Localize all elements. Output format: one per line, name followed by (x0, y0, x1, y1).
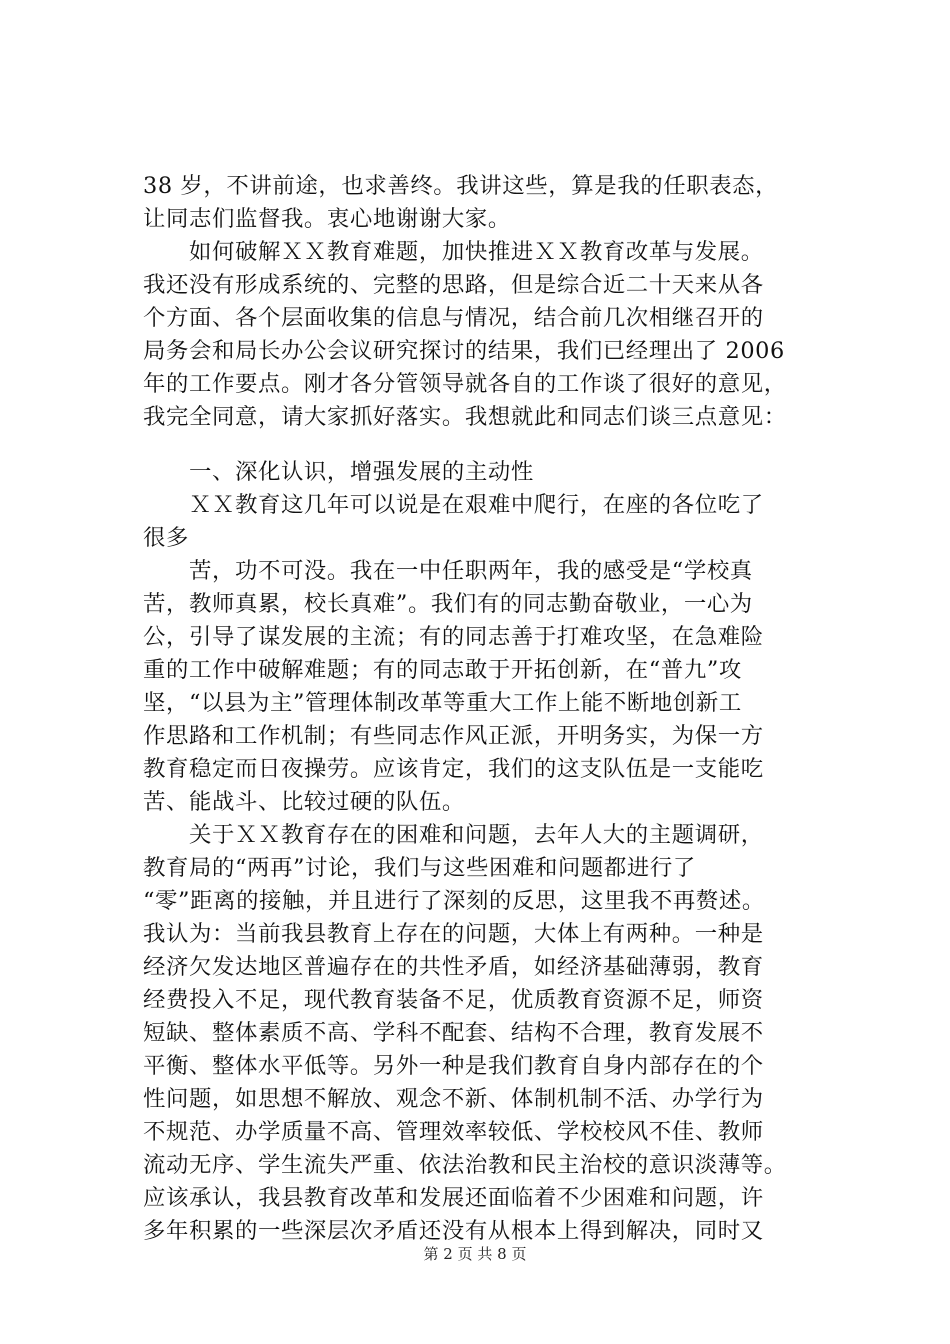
text-line: 坚，“以县为主”管理体制改革等重大工作上能不断地创新工 (143, 690, 742, 716)
text-line: 公，引导了谋发展的主流；有的同志善于打难攻坚，在急难险 (143, 624, 764, 650)
text-line: 年的工作要点。刚才各分管领导就各自的工作谈了很好的意见， (143, 371, 787, 397)
text-line: “零”距离的接触，并且进行了深刻的反思，这里我不再赘述。 (143, 888, 765, 914)
text-line: 一、深化认识，增强发展的主动性 (143, 459, 534, 485)
text-line: ＸＸ教育这几年可以说是在艰难中爬行，在座的各位吃了 (143, 492, 764, 518)
text-line: 我还没有形成系统的、完整的思路，但是综合近二十天来从各 (143, 272, 764, 298)
text-line: 个方面、各个层面收集的信息与情况，结合前几次相继召开的 (143, 305, 764, 331)
text-line: 短缺、整体素质不高、学科不配套、结构不合理，教育发展不 (143, 1020, 764, 1046)
text-line: 如何破解ＸＸ教育难题，加快推进ＸＸ教育改革与发展。 (143, 239, 764, 265)
text-line: 38 岁，不讲前途，也求善终。我讲这些，算是我的任职表态， (143, 173, 779, 199)
page-footer: 第 2 页 共 8 页 (423, 1245, 527, 1263)
text-line: 让同志们监督我。衷心地谢谢大家。 (143, 206, 511, 232)
text-line: 多年积累的一些深层次矛盾还没有从根本上得到解决，同时又 (143, 1218, 764, 1244)
text-line: 教育稳定而日夜操劳。应该肯定，我们的这支队伍是一支能吃 (143, 756, 764, 782)
text-line: 性问题，如思想不解放、观念不新、体制机制不活、办学行为 (143, 1086, 764, 1112)
text-line: 不规范、办学质量不高、管理效率较低、学校校风不佳、教师 (143, 1119, 764, 1145)
text-line: 很多 (143, 525, 189, 551)
text-line: 我认为：当前我县教育上存在的问题，大体上有两种。一种是 (143, 921, 764, 947)
text-line: 教育局的“两再”讨论，我们与这些困难和问题都进行了 (143, 855, 696, 881)
text-line: 作思路和工作机制；有些同志作风正派，开明务实，为保一方 (143, 723, 764, 749)
text-line: 我完全同意，请大家抓好落实。我想就此和同志们谈三点意见： (143, 404, 787, 430)
document-body (143, 170, 833, 1248)
text-line: 苦、能战斗、比较过硬的队伍。 (143, 789, 465, 815)
text-line: 局务会和局长办公会议研究探讨的结果，我们已经理出了 2006 (143, 338, 785, 364)
text-line: 经费投入不足，现代教育装备不足，优质教育资源不足，师资 (143, 987, 764, 1013)
text-line: 重的工作中破解难题；有的同志敢于开拓创新，在“普九”攻 (143, 657, 742, 683)
text-line: 苦，教师真累，校长真难”。我们有的同志勤奋敬业，一心为 (143, 591, 753, 617)
text-line: 应该承认，我县教育改革和发展还面临着不少困难和问题，许 (143, 1185, 764, 1211)
text-line: 平衡、整体水平低等。另外一种是我们教育自身内部存在的个 (143, 1053, 764, 1079)
text-line: 苦，功不可没。我在一中任职两年，我的感受是“学校真 (143, 558, 753, 584)
text-line: 流动无序、学生流失严重、依法治教和民主治校的意识淡薄等。 (143, 1152, 787, 1178)
paragraph-gap (143, 434, 833, 456)
text-line: 关于ＸＸ教育存在的困难和问题，去年人大的主题调研， (143, 822, 764, 848)
text-line: 经济欠发达地区普遍存在的共性矛盾，如经济基础薄弱，教育 (143, 954, 764, 980)
